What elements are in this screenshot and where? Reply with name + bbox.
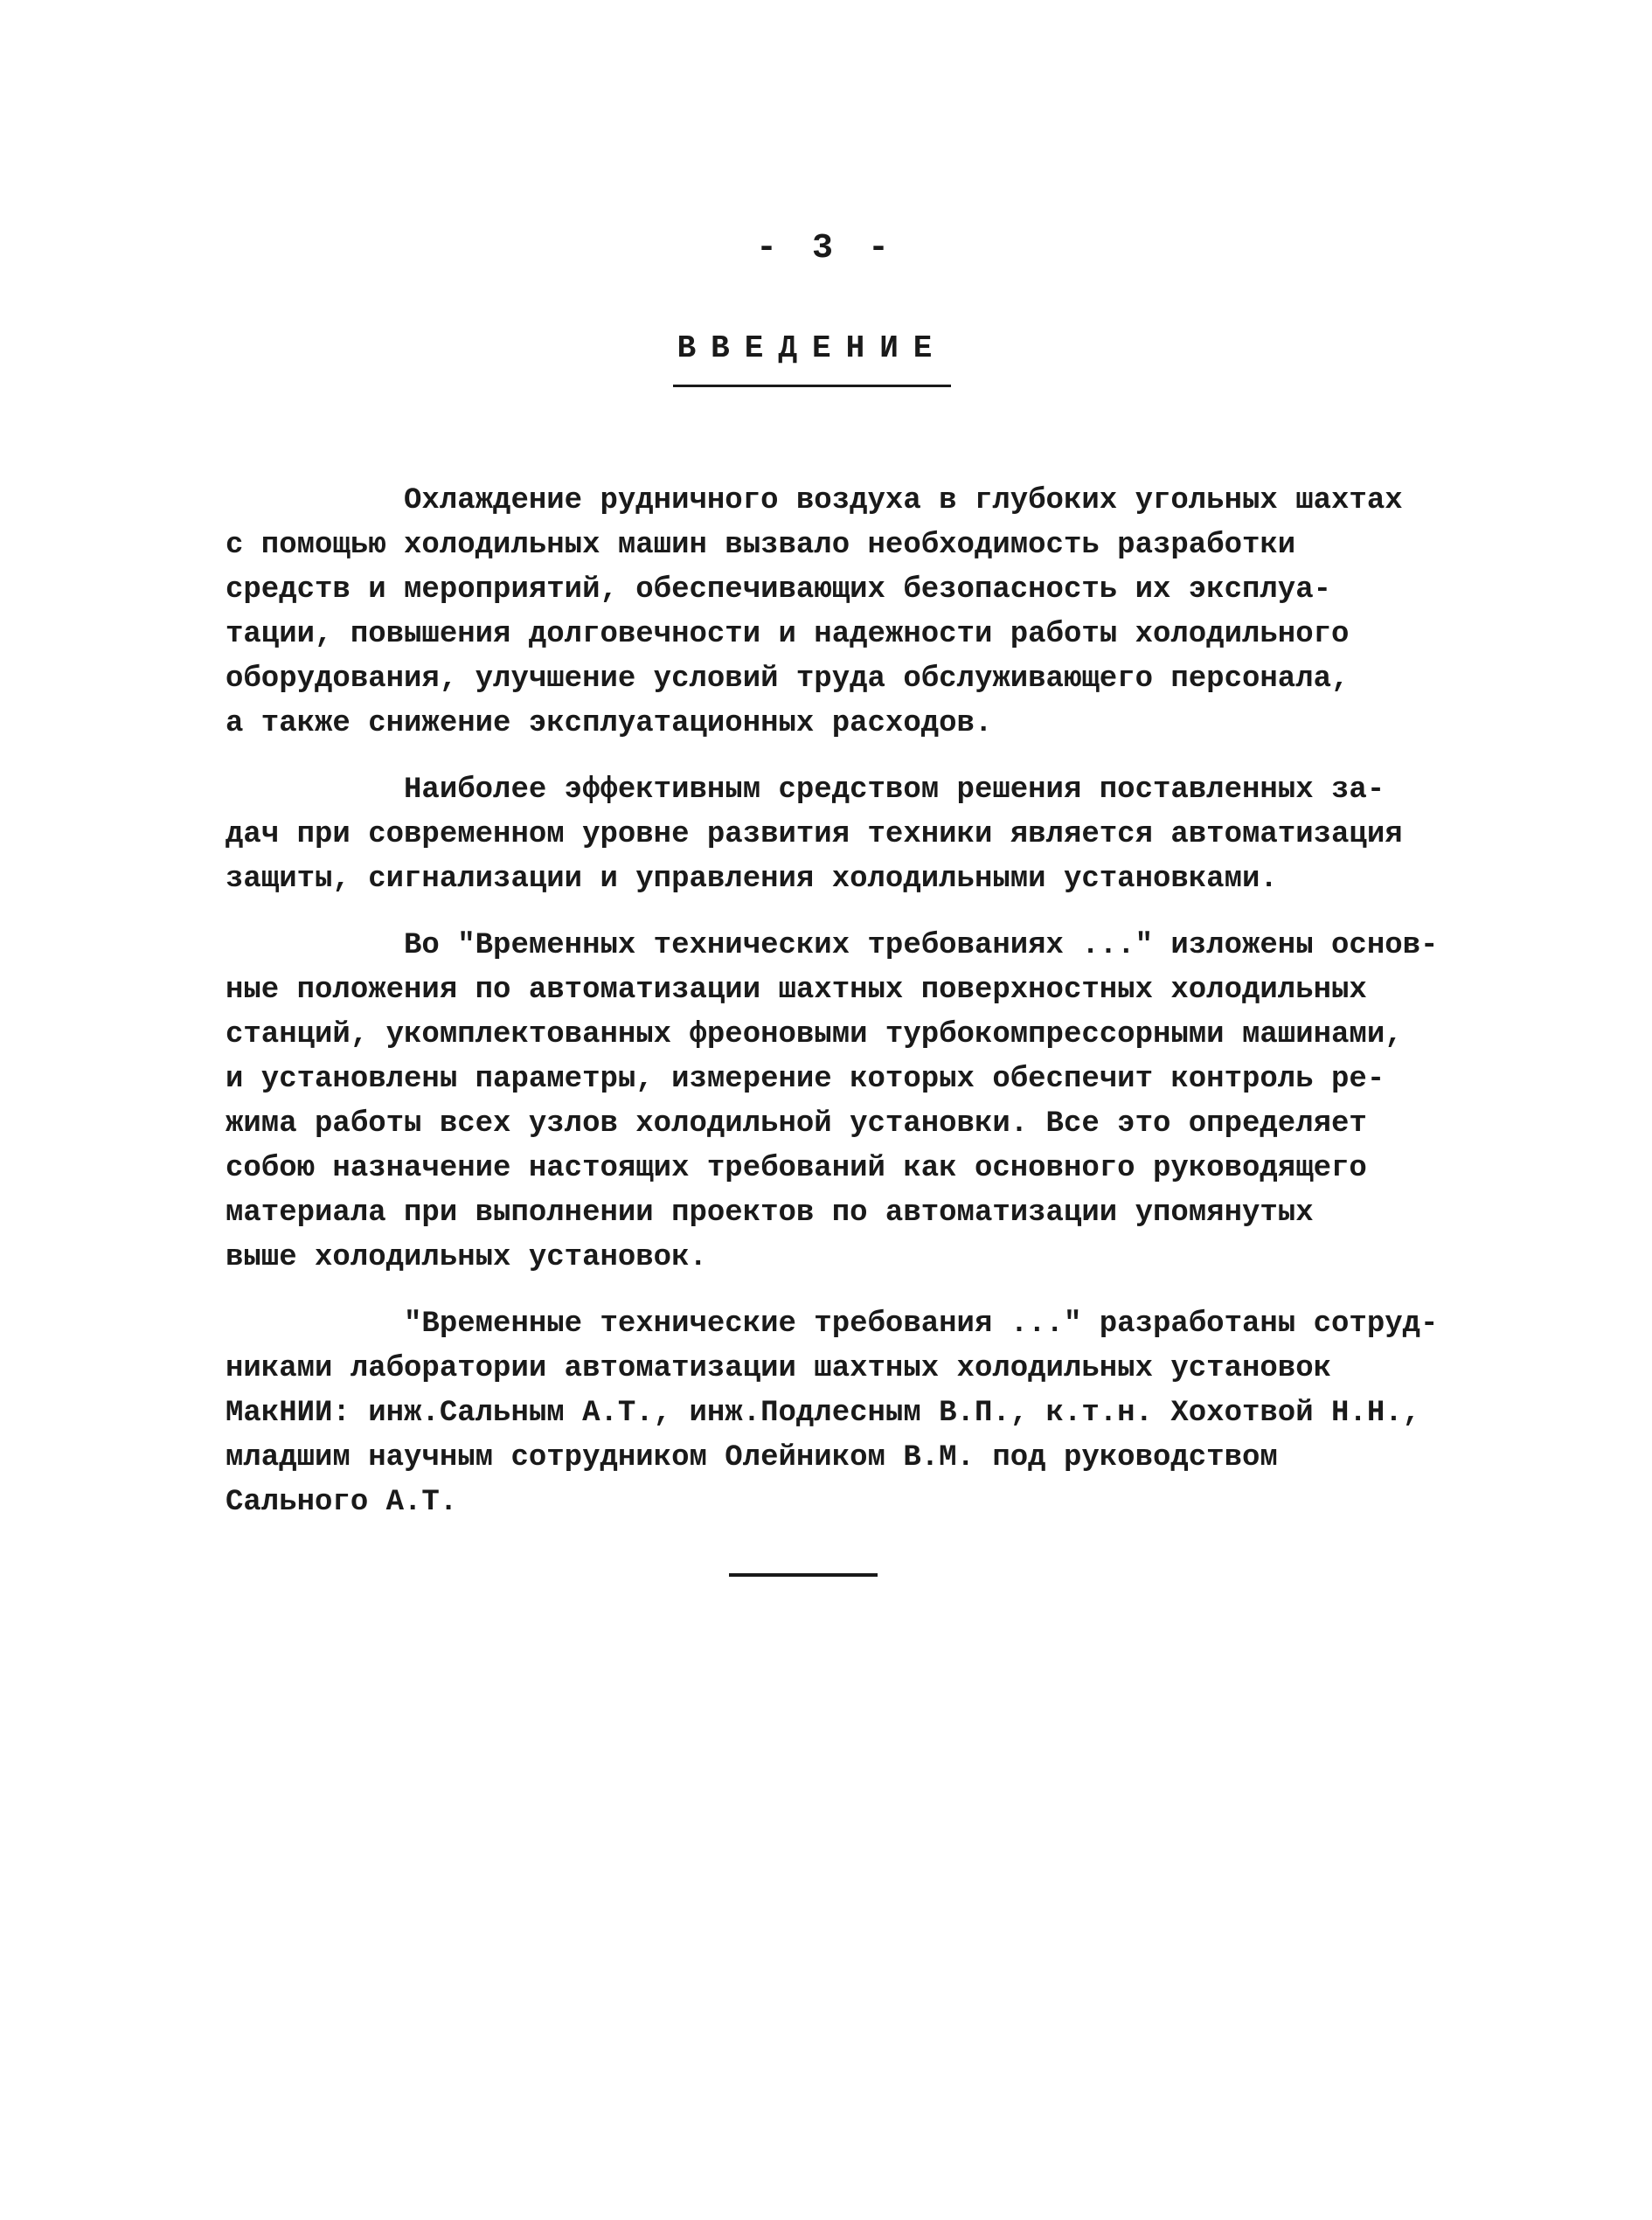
- text-line: и установлены параметры, измерение которых обеспечит контроль ре-: [226, 1063, 1385, 1096]
- paragraph-2: [226, 768, 1449, 902]
- text-line: средств и мероприятий, обеспечивающих безопасность их эксплуа-: [226, 573, 1332, 607]
- text-line: ные положения по автоматизации шахтных поверхностных холодильных: [226, 974, 1367, 1007]
- heading-underline: [673, 385, 951, 387]
- end-rule: [729, 1573, 878, 1577]
- text-line: Наиболее эффективным средством решения поставленных за-: [226, 774, 1385, 807]
- paragraph-3: [226, 924, 1449, 1280]
- text-line: а также снижение эксплуатационных расходов.: [226, 707, 993, 740]
- text-line: младшим научным сотрудником Олейником В.М. под руководством: [226, 1441, 1278, 1474]
- text-line: жима работы всех узлов холодильной установки. Все это определяет: [226, 1107, 1367, 1141]
- text-line: никами лаборатории автоматизации шахтных холодильных установок: [226, 1352, 1332, 1385]
- text-line: "Временные технические требования ..." разработаны сотруд-: [226, 1308, 1439, 1341]
- body-text: [226, 479, 1449, 1547]
- paragraph-4: [226, 1302, 1449, 1525]
- text-line: материала при выполнении проектов по автоматизации упомянутых: [226, 1197, 1314, 1230]
- text-line: выше холодильных установок.: [226, 1241, 707, 1274]
- section-heading: ВВЕДЕНИЕ: [677, 330, 947, 366]
- text-line: дач при современном уровне развития техники является автоматизация: [226, 818, 1403, 851]
- page-number: - 3 -: [755, 229, 897, 268]
- text-line: собою назначение настоящих требований как основного руководящего: [226, 1152, 1367, 1185]
- text-line: станций, укомплектованных фреоновыми турбокомпрессорными машинами,: [226, 1018, 1403, 1051]
- text-line: тации, повышения долговечности и надежности работы холодильного: [226, 618, 1350, 651]
- text-line: защиты, сигнализации и управления холодильными установками.: [226, 863, 1278, 896]
- text-line: МакНИИ: инж.Сальным А.Т., инж.Подлесным В.П., к.т.н. Хохотвой Н.Н.,: [226, 1397, 1421, 1430]
- text-line: оборудования, улучшение условий труда обслуживающего персонала,: [226, 663, 1350, 696]
- text-line: Сального А.Т.: [226, 1486, 458, 1519]
- paragraph-1: [226, 479, 1449, 746]
- text-line: Во "Временных технических требованиях ..." изложены основ-: [226, 929, 1439, 962]
- text-line: Охлаждение рудничного воздуха в глубоких угольных шахтах: [226, 484, 1403, 517]
- text-line: с помощью холодильных машин вызвало необходимость разработки: [226, 529, 1296, 562]
